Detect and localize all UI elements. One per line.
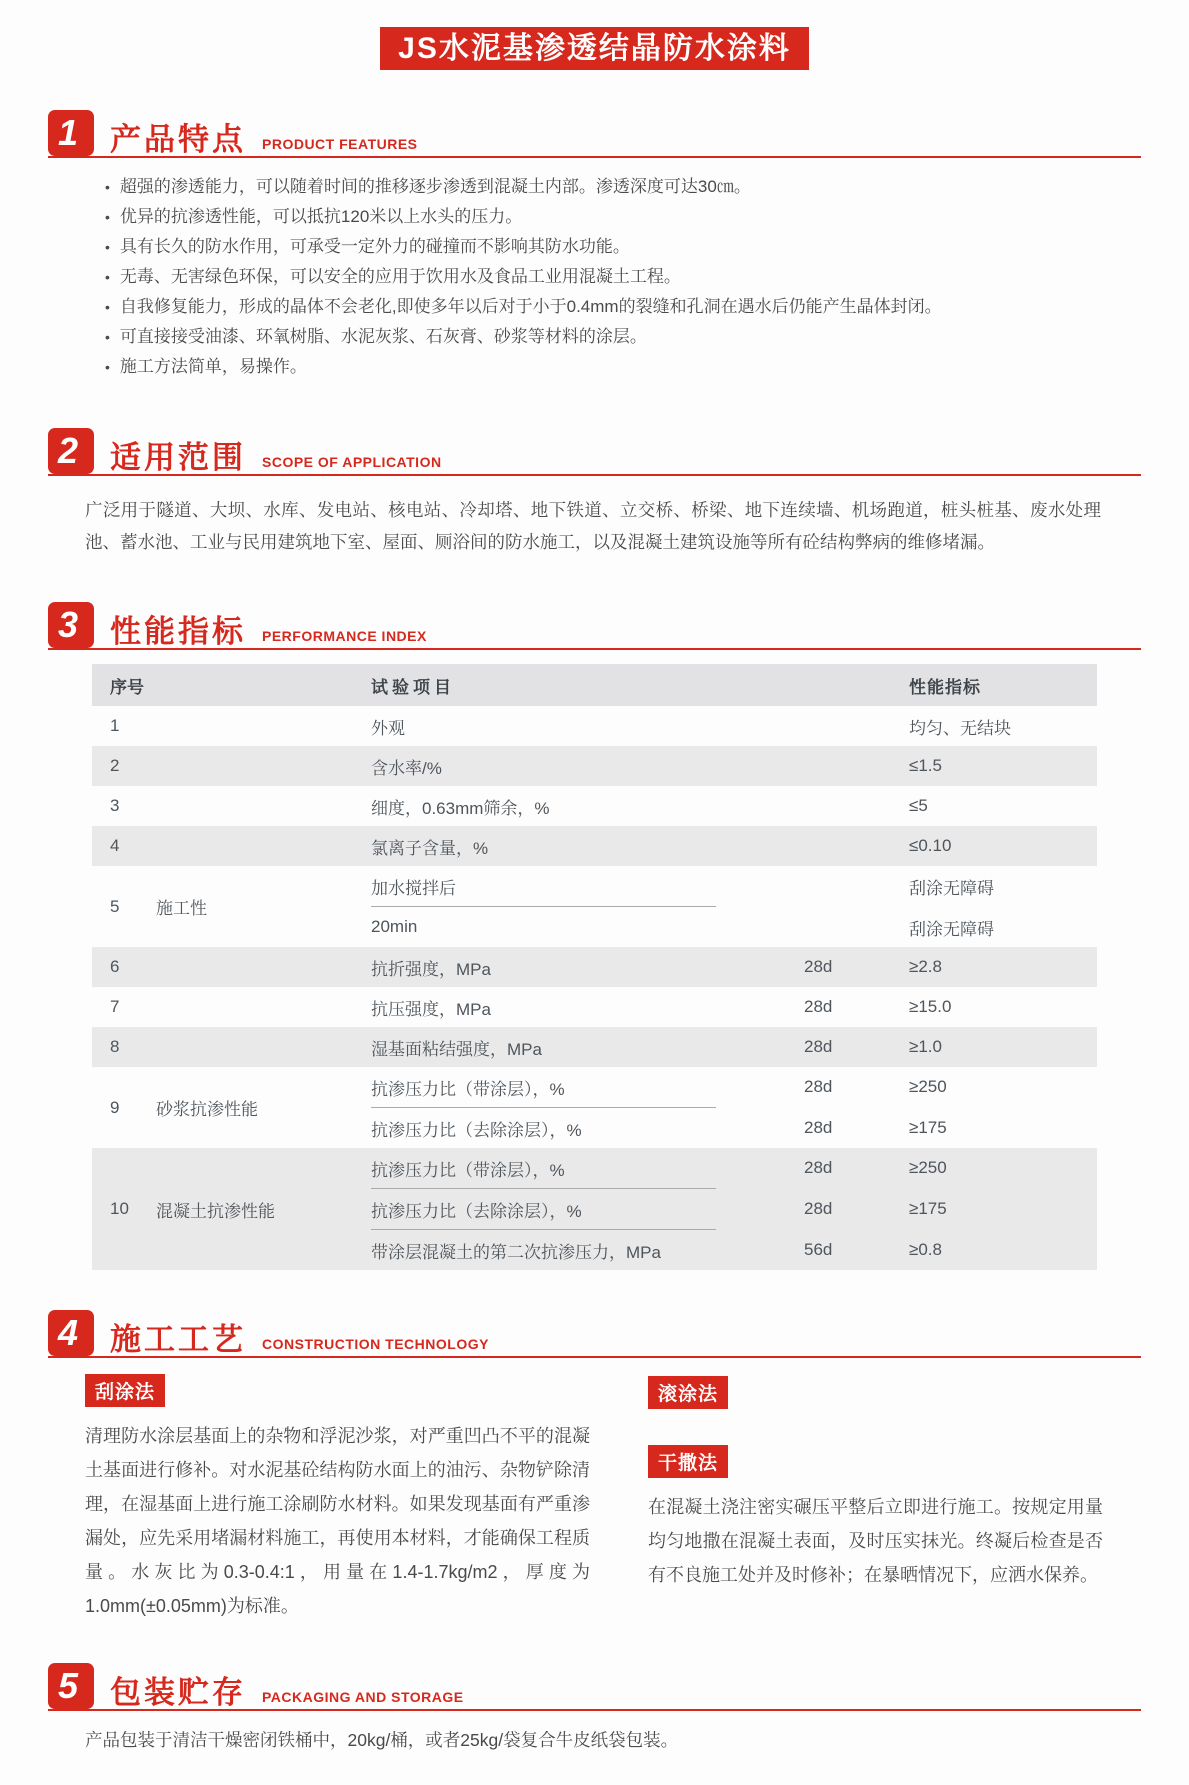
feature-item: [105, 172, 1121, 202]
col-header-no: 序号: [110, 677, 144, 697]
col-header-item: 试验项目: [371, 677, 455, 697]
table-row: [92, 826, 1097, 866]
method-column-right: [648, 1374, 1103, 1623]
method-column-left: [85, 1374, 590, 1623]
bullet-icon: •: [105, 299, 110, 315]
feature-item: [105, 322, 1121, 352]
cell-item: 加水搅拌后: [371, 878, 456, 898]
table-subrow: [306, 1189, 1097, 1229]
section-title-cn: 性能指标: [110, 614, 246, 649]
cell-no: 5: [110, 896, 120, 916]
cell-no: 8: [110, 1037, 120, 1056]
method-badge-roller: 滚涂法: [648, 1376, 728, 1409]
scope-body: 广泛用于隧道、大坝、水库、发电站、核电站、冷却塔、地下铁道、立交桥、桥梁、地下连续墙、机场跑道，桩头桩基、废水处理池、蓄水池、工业与民用建筑地下室、屋面、厕浴间的防水施工，以及混凝土建筑设施等所有砼结构弊病的维修堵漏。: [85, 500, 1101, 552]
cell-value: ≥15.0: [909, 997, 952, 1016]
bullet-icon: •: [105, 359, 110, 375]
packaging-body: 产品包装于清洁干燥密闭铁桶中，20kg/桶，或者25kg/袋复合牛皮纸袋包装。: [85, 1730, 679, 1750]
table-row: [92, 786, 1097, 826]
feature-text: 超强的渗透能力，可以随着时间的推移逐步渗透到混凝土内部。渗透深度可达30㎝。: [119, 177, 751, 196]
table-subrow: [306, 1148, 1097, 1188]
section-title-en: SCOPE OF APPLICATION: [262, 454, 442, 470]
cell-value: ≥2.8: [909, 957, 942, 976]
table-row: [92, 746, 1097, 786]
feature-item: [105, 232, 1121, 262]
section-title-en: PRODUCT FEATURES: [262, 136, 418, 152]
section-title-cn: 包装贮存: [110, 1675, 246, 1710]
feature-text: 施工方法简单，易操作。: [119, 357, 307, 376]
feature-text: 具有长久的防水作用，可承受一定外力的碰撞而不影响其防水功能。: [119, 237, 630, 256]
table-subrow: [306, 866, 1097, 906]
cell-value: ≥0.8: [909, 1240, 942, 1259]
cell-no: 1: [110, 716, 120, 735]
section-number: 1: [48, 110, 94, 156]
section-performance: [48, 602, 1141, 1270]
section-scope: [48, 428, 1141, 562]
bullet-icon: •: [105, 179, 110, 195]
cell-item: 外观: [371, 718, 405, 738]
section-number: 4: [48, 1310, 94, 1356]
table-row: [92, 1027, 1097, 1067]
table-subrow: [306, 907, 1097, 947]
cell-item: 抗渗压力比（带涂层），%: [371, 1160, 565, 1180]
cell-age: 28d: [804, 1199, 833, 1218]
col-header-index: 性能指标: [909, 677, 981, 697]
table-row-group: [92, 1067, 1097, 1148]
feature-text: 无毒、无害绿色环保，可以安全的应用于饮用水及食品工业用混凝土工程。: [119, 267, 681, 286]
cell-age: 28d: [804, 1158, 833, 1177]
cell-group: 施工性: [156, 899, 207, 918]
cell-value: ≤0.10: [909, 836, 952, 855]
table-subrow: [306, 1067, 1097, 1107]
method-paragraph-scrape: 清理防水涂层基面上的杂物和浮泥沙浆，对严重凹凸不平的混凝土基面进行修补。对水泥基砼结构防水面上的油污、杂物铲除清理，在湿基面上进行施工涂刷防水材料。如果发现基面有严重渗漏处，应先采用堵漏材料施工，再使用本材料，才能确保工程质量。水灰比为0.3-0.4:1，用量在1.4-1.7kg/m2，厚度为1.0mm(±0.05mm)为标准。: [85, 1426, 590, 1616]
section-number: 5: [48, 1663, 94, 1709]
page-title: JS水泥基渗透结晶防水涂料: [380, 27, 809, 70]
feature-text: 可直接接受油漆、环氧树脂、水泥灰浆、石灰膏、砂浆等材料的涂层。: [119, 327, 647, 346]
cell-age: 28d: [804, 1077, 833, 1096]
cell-group: 混凝土抗渗性能: [156, 1201, 275, 1221]
section-number: 3: [48, 602, 94, 648]
section-header: [48, 1310, 1141, 1358]
section-title-en: PACKAGING AND STORAGE: [262, 1689, 464, 1705]
cell-item: 抗渗压力比（去除涂层），%: [371, 1120, 582, 1140]
section-title-cn: 产品特点: [110, 122, 246, 157]
table-row-group: [92, 1148, 1097, 1270]
cell-no: 6: [110, 957, 120, 976]
table-header-row: [92, 664, 1097, 706]
table-row: [92, 706, 1097, 746]
section-title-cn: 适用范围: [110, 440, 246, 475]
table-subrow: [306, 1230, 1097, 1270]
cell-value: ≤1.5: [909, 756, 942, 775]
cell-no: 9: [110, 1097, 120, 1117]
method-badge-dry: 干撒法: [648, 1445, 728, 1478]
bullet-icon: •: [105, 239, 110, 255]
feature-item: [105, 352, 1121, 382]
construction-columns: [48, 1358, 1141, 1623]
section-header: [48, 110, 1141, 158]
features-list: [48, 158, 1141, 388]
cell-age: 56d: [804, 1240, 833, 1259]
cell-item: 20min: [371, 917, 418, 936]
cell-value: 刮涂无障碍: [909, 878, 994, 898]
cell-item: 细度，0.63mm筛余，%: [371, 798, 550, 818]
method-badge-scrape: 刮涂法: [85, 1374, 165, 1407]
cell-item: 抗压强度，MPa: [371, 999, 491, 1019]
section-header: [48, 602, 1141, 650]
bullet-icon: •: [105, 209, 110, 225]
cell-item: 抗折强度，MPa: [371, 959, 491, 979]
table-row-group: [92, 866, 1097, 947]
section-title-en: PERFORMANCE INDEX: [262, 628, 427, 644]
cell-value: ≥250: [909, 1158, 947, 1177]
table-row: [92, 987, 1097, 1027]
section-number: 2: [48, 428, 94, 474]
feature-item: [105, 202, 1121, 232]
section-header: [48, 1663, 1141, 1711]
cell-value: ≥175: [909, 1199, 947, 1218]
bullet-icon: •: [105, 269, 110, 285]
section-header: [48, 428, 1141, 476]
cell-item: 抗渗压力比（带涂层），%: [371, 1079, 565, 1099]
feature-text: 自我修复能力，形成的晶体不会老化,即使多年以后对于小于0.4mm的裂缝和孔洞在遇水后仍能产生晶体封闭。: [119, 297, 942, 316]
section-title-en: CONSTRUCTION TECHNOLOGY: [262, 1336, 489, 1352]
cell-value: ≤5: [909, 796, 928, 815]
method-paragraph-dry: 在混凝土浇注密实碾压平整后立即进行施工。按规定用量均匀地撒在混凝土表面，及时压实抹光。终凝后检查是否有不良施工处并及时修补；在暴晒情况下，应洒水保养。: [648, 1497, 1103, 1585]
cell-no: 7: [110, 997, 120, 1016]
feature-text: 优异的抗渗透性能，可以抵抗120米以上水头的压力。: [119, 207, 523, 226]
cell-value: ≥175: [909, 1118, 947, 1137]
feature-item: [105, 262, 1121, 292]
feature-item: [105, 292, 1121, 322]
cell-item: 氯离子含量，%: [371, 838, 489, 858]
cell-no: 3: [110, 796, 120, 815]
performance-table: [92, 664, 1097, 1270]
cell-age: 28d: [804, 957, 833, 976]
cell-item: 含水率/%: [371, 758, 442, 778]
bullet-icon: •: [105, 329, 110, 345]
cell-value: ≥250: [909, 1077, 947, 1096]
cell-value: 刮涂无障碍: [909, 919, 994, 939]
section-title-cn: 施工工艺: [110, 1322, 246, 1357]
cell-age: 28d: [804, 1118, 833, 1137]
cell-age: 28d: [804, 1037, 833, 1056]
cell-item: 湿基面粘结强度，MPa: [371, 1039, 542, 1059]
cell-no: 2: [110, 756, 120, 775]
section-packaging: [48, 1663, 1141, 1755]
cell-no: 4: [110, 836, 120, 855]
cell-item: 带涂层混凝土的第二次抗渗压力，MPa: [371, 1242, 661, 1262]
cell-group: 砂浆抗渗性能: [156, 1100, 258, 1119]
cell-item: 抗渗压力比（去除涂层），%: [371, 1201, 582, 1221]
section-construction: [48, 1310, 1141, 1623]
table-subrow: [306, 1108, 1097, 1148]
cell-age: 28d: [804, 997, 833, 1016]
cell-no: 10: [110, 1199, 129, 1218]
section-features: [48, 110, 1141, 388]
cell-value: ≥1.0: [909, 1037, 942, 1056]
cell-value: 均匀、无结块: [909, 718, 1011, 738]
table-row: [92, 947, 1097, 987]
